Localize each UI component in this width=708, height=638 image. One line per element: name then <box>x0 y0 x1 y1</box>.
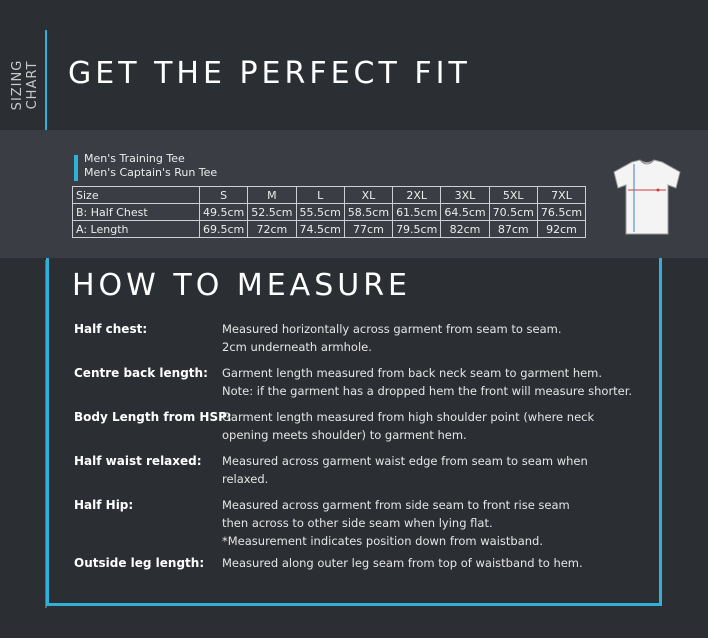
table-cell: 61.5cm <box>393 204 441 221</box>
measure-line: Measured along outer leg seam from top of waistband to hem. <box>222 556 583 570</box>
table-cell: 76.5cm <box>537 204 585 221</box>
table-cell: B: Half Chest <box>73 204 200 221</box>
product-name: Men's Training Tee <box>84 152 185 165</box>
size-table <box>72 186 586 238</box>
side-label <box>10 30 40 130</box>
table-cell: 49.5cm <box>200 204 248 221</box>
measure-label: Outside leg length: <box>74 556 205 570</box>
measure-line: Garment length measured from back neck seam to garment hem. <box>222 366 603 380</box>
table-cell: 64.5cm <box>441 204 489 221</box>
table-cell: 55.5cm <box>296 204 344 221</box>
measure-line: Note: if the garment has a dropped hem the front will measure shorter. <box>222 384 633 398</box>
measure-line: Measured across garment from side seam to front rise seam <box>222 498 570 512</box>
measure-description <box>222 408 652 444</box>
measure-line: Measured horizontally across garment from seam to seam. <box>222 322 562 336</box>
table-header-row <box>73 187 586 204</box>
table-cell: 72cm <box>248 221 296 238</box>
measure-description <box>222 320 652 356</box>
table-cell: 70.5cm <box>489 204 537 221</box>
measure-line: relaxed. <box>222 472 269 486</box>
table-header-cell: M <box>248 187 296 204</box>
table-header-cell: S <box>200 187 248 204</box>
table-cell: 77cm <box>344 221 392 238</box>
table-header-cell: 5XL <box>489 187 537 204</box>
page-title: GET THE PERFECT FIT <box>68 56 471 91</box>
measure-line: 2cm underneath armhole. <box>222 340 372 354</box>
tee-shirt-diagram-icon <box>610 158 684 236</box>
table-header-cell: 7XL <box>537 187 585 204</box>
side-label-text: SIZING CHART <box>10 59 40 111</box>
measure-line: *Measurement indicates position down from waistband. <box>222 534 543 548</box>
measure-label: Half chest: <box>74 322 148 336</box>
table-header-cell: 2XL <box>393 187 441 204</box>
measure-description <box>222 364 652 400</box>
table-cell: 79.5cm <box>393 221 441 238</box>
measure-line: opening meets shoulder) to garment hem. <box>222 428 467 442</box>
how-to-measure-title: HOW TO MEASURE <box>72 268 412 303</box>
table-cell: 69.5cm <box>200 221 248 238</box>
product-accent-bar <box>74 155 78 181</box>
table-cell: 74.5cm <box>296 221 344 238</box>
measure-line: Garment length measured from high shoulder point (where neck <box>222 410 595 424</box>
table-cell: 82cm <box>441 221 489 238</box>
table-header-cell: 3XL <box>441 187 489 204</box>
table-cell: 87cm <box>489 221 537 238</box>
product-name: Men's Captain's Run Tee <box>84 166 218 179</box>
accent-rule <box>45 30 47 130</box>
table-cell: A: Length <box>73 221 200 238</box>
measure-line: Measured across garment waist edge from seam to seam when <box>222 454 588 468</box>
measure-label: Half Hip: <box>74 498 134 512</box>
table-header-cell: XL <box>344 187 392 204</box>
measure-description <box>222 496 652 550</box>
table-cell: 58.5cm <box>344 204 392 221</box>
measure-description <box>222 452 652 488</box>
table-cell: 52.5cm <box>248 204 296 221</box>
measure-description <box>222 554 652 572</box>
measure-label: Centre back length: <box>74 366 208 380</box>
measure-line: then across to other side seam when lying flat. <box>222 516 493 530</box>
table-row <box>73 204 586 221</box>
table-header-cell: L <box>296 187 344 204</box>
measure-label: Half waist relaxed: <box>74 454 202 468</box>
table-row <box>73 221 586 238</box>
table-header-cell: Size <box>73 187 200 204</box>
table-cell: 92cm <box>537 221 585 238</box>
measure-label: Body Length from HSP: <box>74 410 232 424</box>
